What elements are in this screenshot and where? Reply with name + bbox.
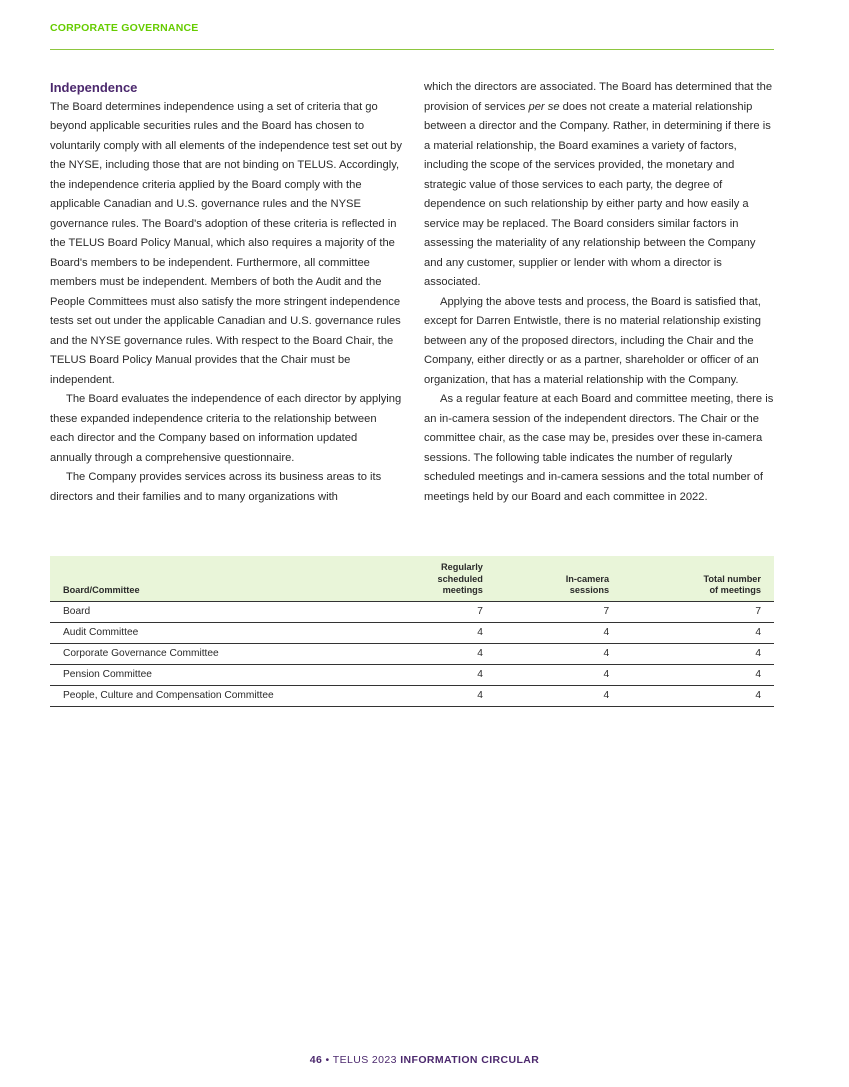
column-header-regular-meetings: Regularly scheduled meetings bbox=[437, 562, 483, 595]
page-number: 46 bbox=[309, 1054, 323, 1066]
page-footer bbox=[0, 1054, 849, 1066]
row-in-camera: 7 bbox=[496, 601, 622, 622]
row-regular: 7 bbox=[366, 601, 496, 622]
table-row bbox=[50, 601, 774, 622]
row-in-camera: 4 bbox=[496, 685, 622, 706]
row-regular: 4 bbox=[366, 664, 496, 685]
column-header-total-meetings: Total number of meetings bbox=[703, 573, 761, 595]
paragraph: which the directors are associated. The Board has determined that the provision of services per se does not create a material relationship between a director and the Company. Rather, in determining if there is a material relationship, the Board examines a variety of factors, including the scope of the services provided, the monetary and strategic value of those services to each party, the degree of dependence on such relationship by either party and how easily a service may be replaced. The Board considers similar factors in assessing the materiality of any relationship between the Company and any customer, supplier or lender with whom a director is associated. bbox=[424, 81, 773, 288]
row-name: Board bbox=[50, 601, 366, 622]
publication-name: TELUS 2023 bbox=[332, 1054, 397, 1066]
paragraph: The Company provides services across its business areas to its directors and their families and to many organizations with bbox=[50, 471, 382, 503]
row-total: 7 bbox=[622, 601, 774, 622]
row-name: Corporate Governance Committee bbox=[50, 643, 366, 664]
paragraph: The Board evaluates the independence of each director by applying these expanded independence criteria to the relationship between each director and the Company based on information updated annually through a comprehensive questionnaire. bbox=[50, 393, 402, 464]
table-row bbox=[50, 643, 774, 664]
column-header-in-camera: In-camera sessions bbox=[565, 573, 610, 595]
section-label: CORPORATE GOVERNANCE bbox=[50, 22, 199, 34]
row-in-camera: 4 bbox=[496, 643, 622, 664]
row-total: 4 bbox=[622, 622, 774, 643]
row-name: Audit Committee bbox=[50, 622, 366, 643]
left-column bbox=[50, 78, 402, 507]
table-row bbox=[50, 685, 774, 706]
emphasis-text: per se bbox=[528, 100, 560, 113]
row-total: 4 bbox=[622, 685, 774, 706]
publication-title: INFORMATION CIRCULAR bbox=[400, 1054, 540, 1066]
row-regular: 4 bbox=[366, 622, 496, 643]
table-header-row bbox=[50, 556, 774, 601]
table-row bbox=[50, 622, 774, 643]
paragraph: Applying the above tests and process, the Board is satisfied that, except for Darren Entwistle, there is no material relationship existing between any of the proposed directors, including the Chair and the Company, either directly or as a partner, shareholder or officer of an organization, that has a material relationship with the Company. bbox=[424, 295, 762, 386]
row-regular: 4 bbox=[366, 685, 496, 706]
row-in-camera: 4 bbox=[496, 622, 622, 643]
header-divider bbox=[50, 49, 774, 50]
independence-heading: Independence bbox=[50, 80, 138, 95]
row-total: 4 bbox=[622, 643, 774, 664]
row-name: Pension Committee bbox=[50, 664, 366, 685]
row-regular: 4 bbox=[366, 643, 496, 664]
row-total: 4 bbox=[622, 664, 774, 685]
row-in-camera: 4 bbox=[496, 664, 622, 685]
paragraph: The Board determines independence using a set of criteria that go beyond applicable securities rules and the Board has chosen to voluntarily comply with all elements of the independence test set out by the NYSE, including those that are not binding on TELUS. Accordingly, the independence criteria applied by the Board comply with the applicable Canadian and U.S. governance rules and the NYSE governance rules. The Board's adoption of these criteria is reflected in the TELUS Board Policy Manual, which also requires a majority of the Board's members to be independent. Furthermore, all committee members must be independent. Members of both the Audit and the People Committees must also satisfy the more stringent independence tests set out under the applicable Canadian and U.S. governance rules and the NYSE governance rules. With respect to the Board Chair, the TELUS Board Policy Manual provides that the Chair must be independent. bbox=[50, 100, 402, 386]
table-row bbox=[50, 664, 774, 685]
row-name: People, Culture and Compensation Committee bbox=[50, 685, 366, 706]
column-header-board-committee: Board/Committee bbox=[63, 585, 140, 595]
right-column bbox=[424, 78, 776, 507]
paragraph: As a regular feature at each Board and committee meeting, there is an in-camera session of the independent directors. The Chair or the committee chair, as the case may be, presides over these in-camera sessions. The following table indicates the number of regularly scheduled meetings and in-camera sessions and the total number of meetings held by our Board and each committee in 2022. bbox=[424, 393, 774, 503]
meetings-table bbox=[50, 556, 774, 707]
footer-bullet: • bbox=[325, 1054, 330, 1066]
